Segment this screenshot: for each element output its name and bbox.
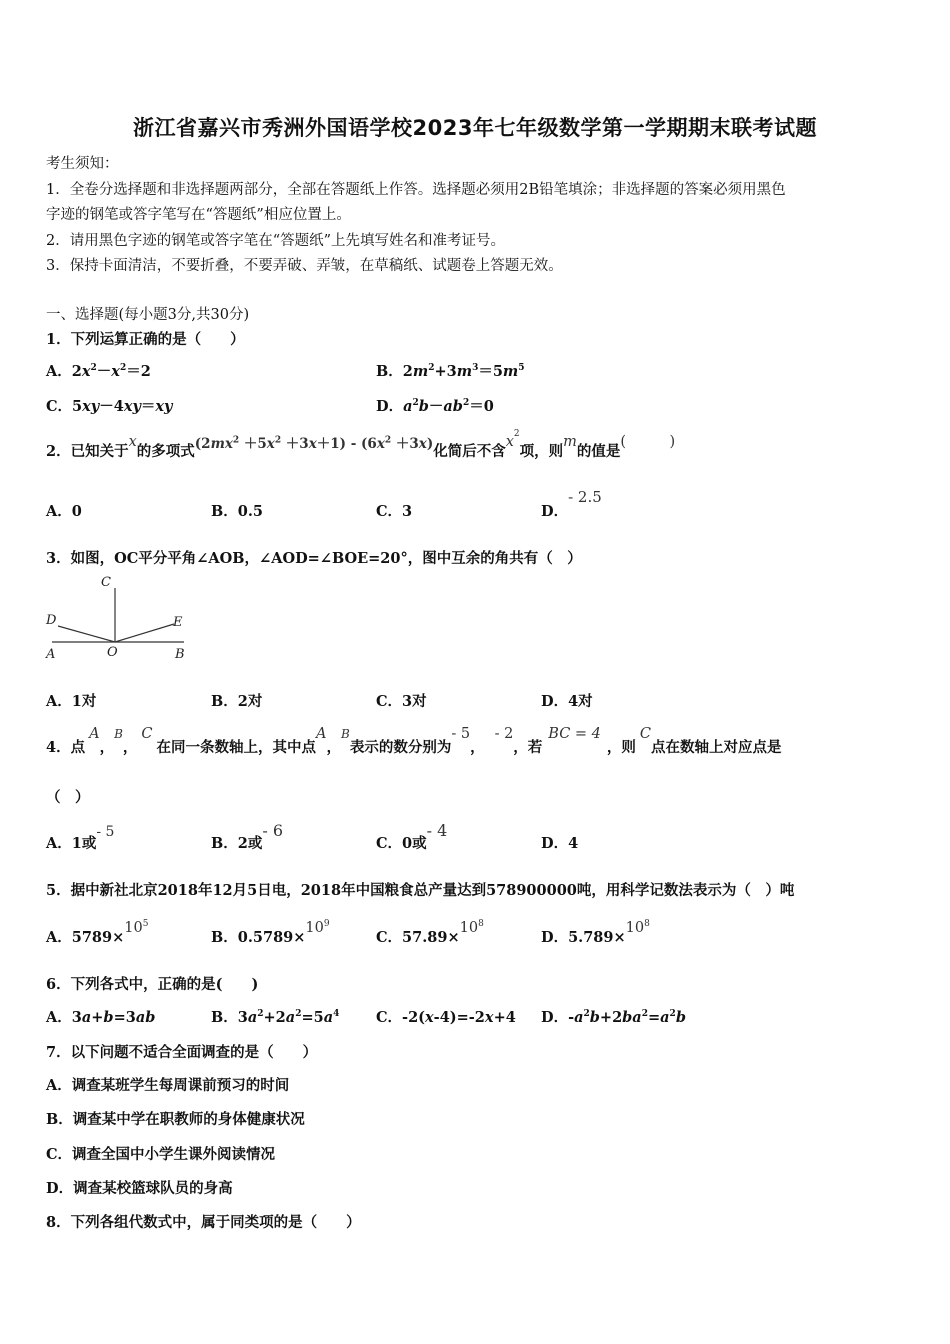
q6-option-a[interactable]: A．3a+b=3ab [46, 1009, 156, 1026]
notice-item-2: 2．请用黑色字迹的钢笔或答字笔在“答题纸”上先填写姓名和准考证号。 [46, 233, 506, 249]
q7-option-c[interactable]: C．调查全国中小学生课外阅读情况 [46, 1146, 276, 1163]
q5-option-a[interactable]: A．$5789\times 10^5$ [46, 919, 149, 946]
q4-option-a[interactable]: A．1或- 5 [46, 824, 115, 852]
q3-option-b[interactable]: B．2对 [211, 693, 263, 710]
label-b: B [175, 647, 185, 662]
label-e: E [173, 615, 183, 630]
label-o: O [107, 645, 118, 660]
q7-stem: 7．以下问题不适合全面调查的是（ ） [46, 1044, 318, 1061]
notice-item-3: 3．保持卡面清洁，不要折叠，不要弄破、弄皱，在草稿纸、试题卷上答题无效。 [46, 258, 563, 274]
q3-stem: 3．如图，OC平分平角∠AOB，∠AOD=∠BOE=20°，图中互余的角共有（ ） [46, 550, 582, 567]
q4-option-c[interactable]: C．0或- 4 [376, 821, 448, 852]
q1-option-c[interactable]: C．5xy－4xy＝xy [46, 398, 173, 415]
q4-paren: （ ） [46, 789, 90, 806]
q8-stem: 8．下列各组代数式中，属于同类项的是（ ） [46, 1214, 361, 1231]
q7-option-b[interactable]: B．调查某中学在职教师的身体健康状况 [46, 1111, 305, 1128]
q3-option-d[interactable]: D．4对 [541, 693, 593, 710]
q5-option-b[interactable]: B．$0.5789\times 10^9$ [211, 919, 330, 946]
q6-option-d[interactable]: D．$-a^2b+2ba^2=a^2b$ [541, 1009, 686, 1026]
q5-option-d[interactable]: D．$5.789\times 10^8$ [541, 919, 650, 946]
ray-oe [115, 624, 174, 642]
notice-heading: 考生须知： [46, 156, 119, 172]
q2-option-a[interactable]: A．0 [46, 503, 82, 520]
q7-option-d[interactable]: D．调查某校篮球队员的身高 [46, 1180, 233, 1197]
label-d: D [46, 613, 57, 628]
q6-option-b[interactable]: B．$3a^2+2a^2=5a^4$ [211, 1009, 340, 1026]
q2-option-c[interactable]: C．3 [376, 503, 413, 520]
q2-stem: 2．已知关于x的多项式$(2mx^2 +5x^2 +3x+1) - (6x^2 +3x)$化简后不含$x^2$项，则m的值是( ) [46, 429, 676, 460]
label-c: C [101, 575, 111, 590]
q6-option-c[interactable]: C．-2(x-4)=-2x+4 [376, 1009, 516, 1026]
q1-option-d[interactable]: D．$a^2b-ab^2=0$ [376, 398, 494, 415]
q1-stem: 1．下列运算正确的是（ ） [46, 331, 245, 348]
q7-option-a[interactable]: A．调查某班学生每周课前预习的时间 [46, 1077, 290, 1094]
q3-option-c[interactable]: C．3对 [376, 693, 427, 710]
q1-option-b[interactable]: B．$2m^2+3m^3=5m^5$ [376, 363, 525, 380]
q4-option-d[interactable]: D．4 [541, 835, 579, 852]
ray-od [58, 626, 115, 642]
section-heading: 一、选择题(每小题3分,共30分) [46, 307, 250, 323]
q5-stem: 5．据中新社北京2018年12月5日电，2018年中国粮食总产量达到578900000吨，用科学记数法表示为（ ）吨 [46, 882, 795, 899]
q2-option-d[interactable]: D．- 2.5 [541, 488, 602, 520]
q4-option-b[interactable]: B．2或- 6 [211, 821, 284, 852]
notice-item-1a: 1．全卷分选择题和非选择题两部分，全部在答题纸上作答。选择题必须用2B铅笔填涂；非选择题的答案必须用黑色 [46, 182, 786, 198]
label-a: A [46, 647, 56, 662]
q3-option-a[interactable]: A．1对 [46, 693, 97, 710]
q4-stem: 4．点A，B，C在同一条数轴上，其中点A，B表示的数分别为- 5，- 2，若BC = 4，则C点在数轴上对应点是 [46, 726, 782, 756]
q2-option-b[interactable]: B．0.5 [211, 503, 263, 520]
notice-item-1b: 字迹的钢笔或答字笔写在“答题纸”相应位置上。 [46, 207, 351, 223]
q3-angle-figure [44, 574, 194, 664]
q1-option-a[interactable]: A．$2x^2-x^2=2$ [46, 363, 151, 380]
exam-title: 浙江省嘉兴市秀洲外国语学校2023年七年级数学第一学期期末联考试题 [133, 116, 817, 140]
q6-stem: 6．下列各式中，正确的是( ) [46, 976, 259, 993]
q5-option-c[interactable]: C．$57.89\times 10^8$ [376, 919, 484, 946]
